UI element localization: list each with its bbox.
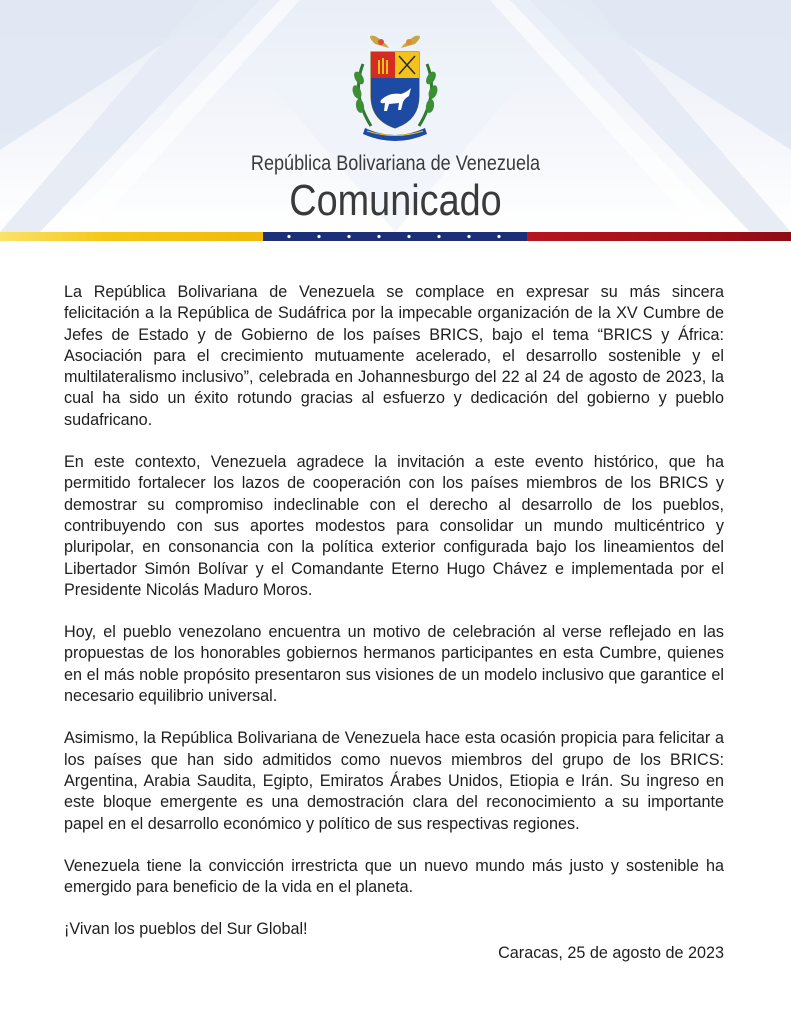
paragraph-1: La República Bolivariana de Venezuela se complace en expresar su más sincera felicitación a la República de Sudáfrica por la impecable organización de la XV Cumbre de Jefes de Estado y de Gobierno de los países BRICS, bajo el tema “BRICS y África: Asociación para el crecimiento mutuamente acelerado, el desarrollo sostenible y el multilateralismo inclusivo”, celebrada en Johannesburgo del 22 al 24 de agosto de 2023, la cual ha sido un éxito rotundo gracias al esfuerzo y dedicación del gobierno y pueblo sudafricano. [64, 283, 724, 429]
flag-blue-band [263, 232, 527, 241]
paragraph-3: Hoy, el pueblo venezolano encuentra un motivo de celebración al verse reflejado en las propuestas de los honorables gobiernos hermanos participantes en esta Cumbre, quienes en el más noble propósito presentaron sus visiones de un modelo inclusivo que garantice el necesario equilibrio universal. [64, 623, 724, 706]
closing-exclamation: ¡Vivan los pueblos del Sur Global! [64, 920, 308, 939]
paragraph-5: Venezuela tiene la convicción irrestricta que un nuevo mundo más justo y sostenible ha emergido para beneficio de la vida en el planeta. [64, 856, 724, 897]
place-and-date: Caracas, 25 de agosto de 2023 [498, 944, 724, 962]
paragraph-2: En este contexto, Venezuela agradece la invitación a este evento histórico, que ha permitido fortalecer los lazos de cooperación con los países miembros de los BRICS y demostrar su compromiso indeclinable con el derecho al desarrollo de los pueblos, contribuyendo con sus aportes modestos para consolidar un mundo multicéntrico y pluripolar, en consonancia con la política exterior configurada bajo los lineamientos del Libertador Simón Bolívar y el Comandante Eterno Hugo Chávez e implementada por el Presidente Nicolás Maduro Moros. [64, 453, 724, 599]
republic-name: República Bolivariana de Venezuela [250, 152, 541, 175]
flag-yellow-band [0, 232, 263, 241]
flag-red-band [527, 232, 791, 241]
header [0, 0, 791, 232]
flag-stripe [0, 232, 791, 241]
communique-body [64, 282, 724, 962]
paragraph-4: Asimismo, la República Bolivariana de Venezuela hace esta ocasión propicia para felicitar a los países que han sido admitidos como nuevos miembros del grupo de los BRICS: Argentina, Arabia Saudita, Egipto, Emiratos Árabes Unidos, Etiopia e Irán. Su ingreso en este bloque emergente es una demostración clara del reconocimiento a su importante papel en el desarrollo económico y político de sus respectivas regiones. [64, 729, 724, 833]
flag-stars-icon [263, 232, 527, 241]
venezuela-coat-of-arms-icon [345, 34, 445, 146]
document-title: Comunicado [289, 176, 502, 225]
